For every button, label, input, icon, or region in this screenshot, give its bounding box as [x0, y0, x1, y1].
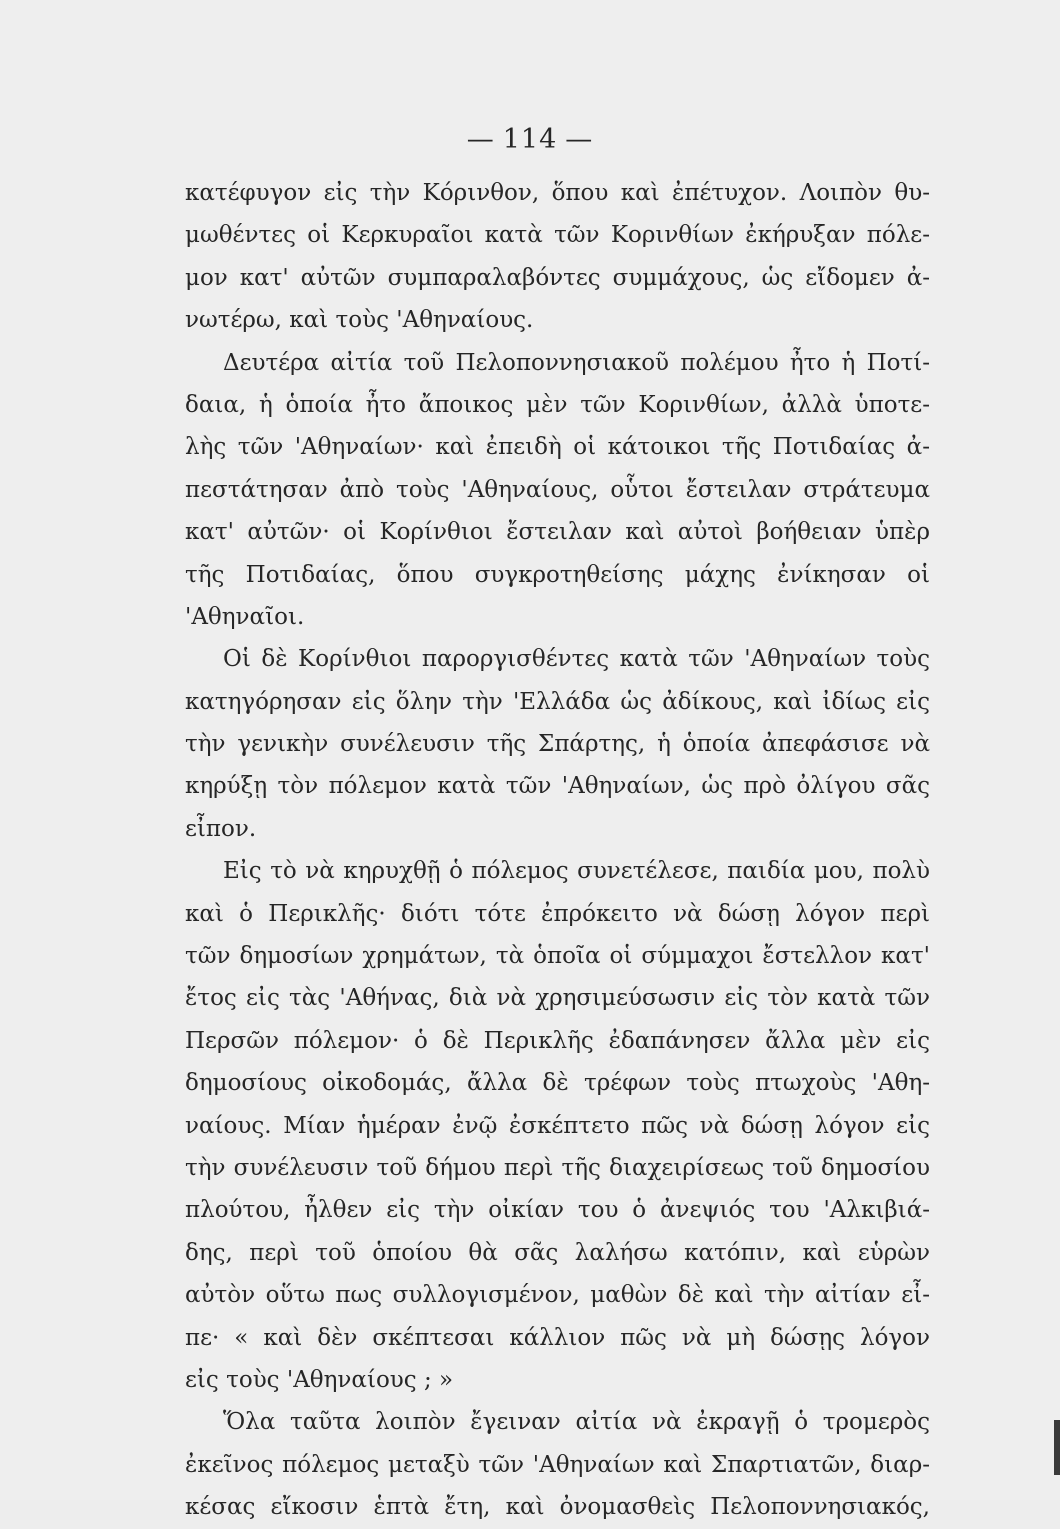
text-line: εἶπον.	[185, 815, 257, 842]
text-line: κέσας εἴκοσιν ἑπτὰ ἔτη, καὶ ὀνομασθεὶς Πελοποννησιακός,	[185, 1494, 930, 1521]
text-line: Οἱ δὲ Κορίνθιοι παροργισθέντες κατὰ τῶν 'Αθηναίων τοὺς	[223, 646, 930, 673]
text-line: ἐκεῖνος πόλεμος μεταξὺ τῶν 'Αθηναίων καὶ Σπαρτιατῶν, διαρ-	[185, 1451, 930, 1478]
text-line: κατηγόρησαν εἰς ὅλην τὴν 'Ελλάδα ὡς ἀδίκους, καὶ ἰδίως εἰς	[185, 688, 930, 715]
page-text	[185, 172, 930, 1529]
text-line: καὶ ὁ Περικλῆς· διότι τότε ἐπρόκειτο νὰ δώσῃ λόγον περὶ	[185, 900, 930, 927]
text-line: τῶν δημοσίων χρημάτων, τὰ ὁποῖα οἱ σύμμαχοι ἔστελλον κατ'	[185, 943, 930, 970]
page-number: 114	[502, 124, 558, 155]
text-line: Περσῶν πόλεμον· ὁ δὲ Περικλῆς ἐδαπάνησεν ἄλλα μὲν εἰς	[185, 1027, 930, 1054]
text-line: κατέφυγον εἰς τὴν Κόρινθον, ὅπου καὶ ἐπέτυχον. Λοιπὸν θυ-	[185, 180, 930, 206]
text-line: νωτέρω, καὶ τοὺς 'Αθηναίους.	[185, 307, 534, 334]
text-line: πεστάτησαν ἀπὸ τοὺς 'Αθηναίους, οὗτοι ἔστειλαν στράτευμα	[185, 476, 930, 503]
text-line: 'Αθηναῖοι.	[185, 603, 305, 630]
text-line: δημοσίους οἰκοδομάς, ἄλλα δὲ τρέφων τοὺς πτωχοὺς 'Αθη-	[185, 1070, 930, 1097]
text-line: δαια, ἡ ὁποία ἦτο ἄποικος μὲν τῶν Κορινθίων, ἀλλὰ ὑποτε-	[185, 391, 930, 418]
text-line: Εἰς τὸ νὰ κηρυχθῇ ὁ πόλεμος συνετέλεσε, παιδία μου, πολὺ	[223, 858, 930, 885]
text-line: τῆς Ποτιδαίας, ὅπου συγκροτηθείσης μάχης ἐνίκησαν οἱ	[185, 561, 930, 588]
text-line: Δευτέρα αἰτία τοῦ Πελοποννησιακοῦ πολέμου ἦτο ἡ Ποτί-	[223, 349, 930, 376]
text-line: μωθέντες οἱ Κερκυραῖοι κατὰ τῶν Κορινθίων ἐκήρυξαν πόλε-	[185, 222, 930, 249]
text-line: κατ' αὐτῶν· οἱ Κορίνθιοι ἔστειλαν καὶ αὐτοὶ βοήθειαν ὑπὲρ	[185, 519, 930, 546]
text-line: τὴν γενικὴν συνέλευσιν τῆς Σπάρτης, ἡ ὁποία ἀπεφάσισε νὰ	[185, 731, 930, 758]
text-line: πλούτου, ἦλθεν εἰς τὴν οἰκίαν του ὁ ἀνεψιός του 'Αλκιβιά-	[185, 1197, 930, 1224]
text-line: αὐτὸν οὕτω πως συλλογισμένον, μαθὼν δὲ καὶ τὴν αἰτίαν εἶ-	[185, 1282, 930, 1309]
text-line: ναίους. Μίαν ἡμέραν ἐνῷ ἐσκέπτετο πῶς νὰ δώσῃ λόγον εἰς	[185, 1112, 930, 1139]
text-line: πε· « καὶ δὲν σκέπτεσαι κάλλιον πῶς νὰ μὴ δώσῃς λόγον	[185, 1324, 930, 1351]
header-dash-right: —	[565, 124, 594, 155]
text-line: ἔτος εἰς τὰς 'Αθήνας, διὰ νὰ χρησιμεύσωσιν εἰς τὸν κατὰ τῶν	[185, 985, 930, 1012]
page-header	[0, 124, 1060, 155]
text-line: λὴς τῶν 'Αθηναίων· καὶ ἐπειδὴ οἱ κάτοικοι τῆς Ποτιδαίας ἀ-	[185, 434, 930, 461]
text-line: εἰς τοὺς 'Αθηναίους ; »	[185, 1366, 454, 1393]
page-edge-mark	[1054, 1420, 1060, 1475]
text-line: δης, περὶ τοῦ ὁποίου θὰ σᾶς λαλήσω κατόπιν, καὶ εὑρὼν	[185, 1239, 930, 1266]
text-line: μον κατ' αὐτῶν συμπαραλαβόντες συμμάχους, ὡς εἴδομεν ἀ-	[185, 264, 930, 291]
text-line: κηρύξῃ τὸν πόλεμον κατὰ τῶν 'Αθηναίων, ὡς πρὸ ὀλίγου σᾶς	[185, 773, 930, 800]
text-line: Ὅλα ταῦτα λοιπὸν ἔγειναν αἰτία νὰ ἐκραγῇ ὁ τρομερὸς	[223, 1409, 930, 1436]
text-line: τὴν συνέλευσιν τοῦ δήμου περὶ τῆς διαχειρίσεως τοῦ δημοσίου	[185, 1154, 930, 1181]
header-dash-left: —	[466, 124, 495, 155]
